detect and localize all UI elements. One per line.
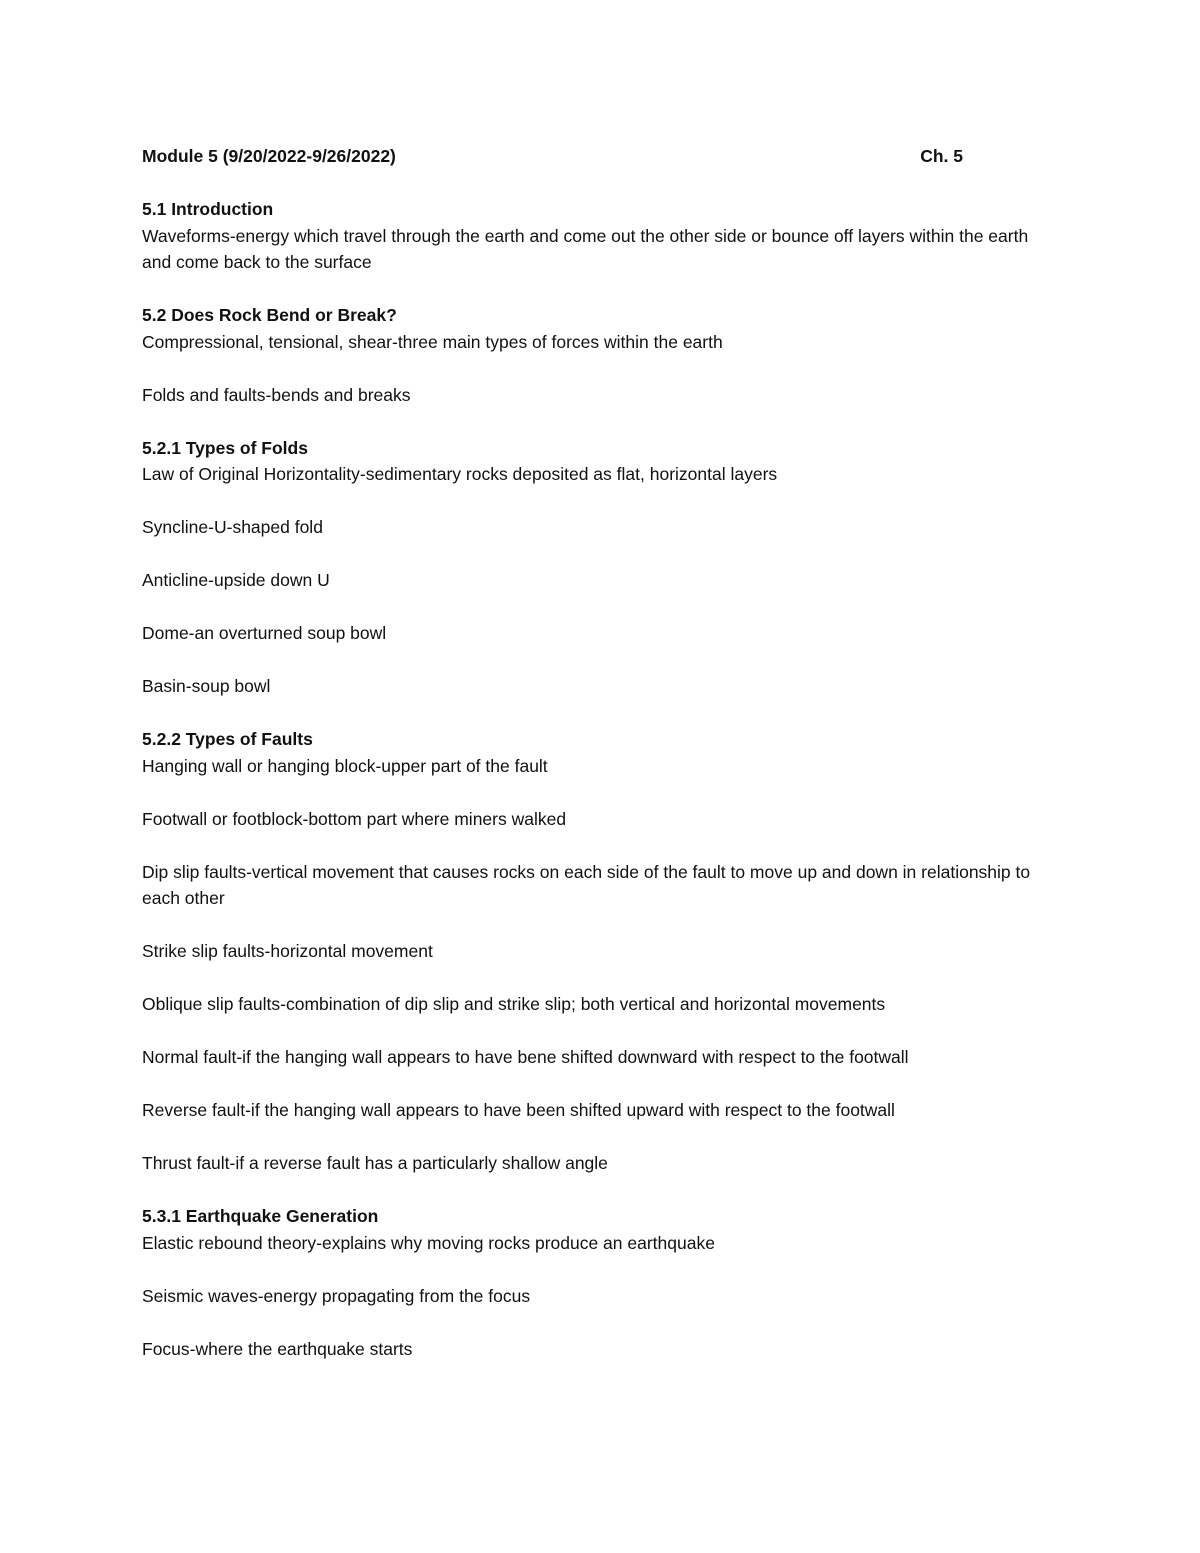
document-body <box>142 143 1042 1362</box>
paragraph-elastic-rebound: Elastic rebound theory-explains why moving rocks produce an earthquake <box>142 1232 715 1253</box>
paragraph-syncline: Syncline-U-shaped fold <box>142 517 323 537</box>
paragraph-oblique-slip: Oblique slip faults-combination of dip slip and strike slip; both vertical and horizontal movements <box>142 994 886 1014</box>
section-heading-folds: 5.2.1 Types of Folds <box>142 437 308 458</box>
paragraph-anticline: Anticline-upside down U <box>142 570 330 590</box>
section-heading-faults: 5.2.2 Types of Faults <box>142 729 313 749</box>
paragraph-hanging-wall: Hanging wall or hanging block-upper part of the fault <box>142 755 548 776</box>
paragraph-dip-slip: Dip slip faults-vertical movement that causes rocks on each side of the fault to move up and down in relationship to each other <box>142 861 1031 908</box>
paragraph-reverse-fault: Reverse fault-if the hanging wall appears to have been shifted upward with respect to the footwall <box>142 1100 895 1120</box>
section-heading-intro: 5.1 Introduction <box>142 199 274 219</box>
paragraph-folds-faults: Folds and faults-bends and breaks <box>142 384 411 405</box>
paragraph-forces: Compressional, tensional, shear-three main types of forces within the earth <box>142 331 723 352</box>
paragraph-basin: Basin-soup bowl <box>142 676 271 696</box>
paragraph-focus: Focus-where the earthquake starts <box>142 1338 413 1359</box>
paragraph-dome: Dome-an overturned soup bowl <box>142 623 387 643</box>
paragraph-normal-fault: Normal fault-if the hanging wall appears to have bene shifted downward with respect to the footwall <box>142 1047 909 1067</box>
paragraph-seismic-waves: Seismic waves-energy propagating from the focus <box>142 1285 531 1306</box>
chapter-label: Ch. 5 <box>920 146 963 166</box>
document-header <box>142 143 963 170</box>
section-heading-bend-break: 5.2 Does Rock Bend or Break? <box>142 305 397 325</box>
paragraph-waveforms: Waveforms-energy which travel through the earth and come out the other side or bounce off layers within the earth and come back to the surface <box>142 225 1029 272</box>
module-title: Module 5 (9/20/2022-9/26/2022) <box>142 146 396 166</box>
section-heading-earthquake: 5.3.1 Earthquake Generation <box>142 1206 379 1226</box>
paragraph-thrust-fault: Thrust fault-if a reverse fault has a particularly shallow angle <box>142 1153 608 1173</box>
paragraph-footwall: Footwall or footblock-bottom part where miners walked <box>142 808 567 829</box>
paragraph-strike-slip: Strike slip faults-horizontal movement <box>142 941 433 961</box>
paragraph-original-horizontality: Law of Original Horizontality-sedimentary rocks deposited as flat, horizontal layers <box>142 464 778 484</box>
